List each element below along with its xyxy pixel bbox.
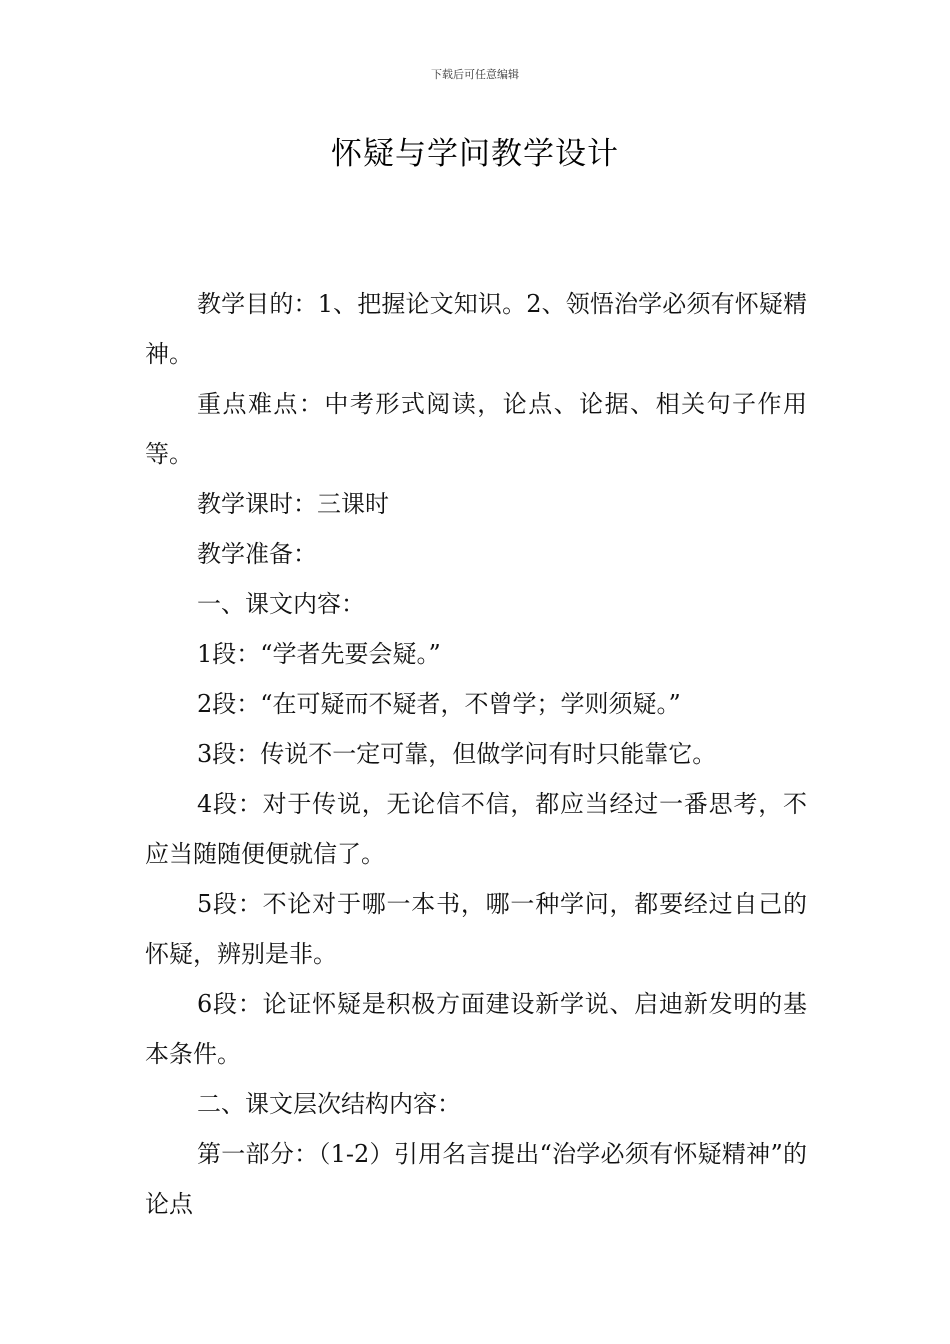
paragraph-section-1: 1段：“学者先要会疑。” (197, 640, 441, 668)
paragraph-section-5: 5段：不论对于哪一本书，哪一种学问，都要经过自己的怀疑，辨别是非。 (145, 890, 807, 968)
page-title: 怀疑与学问教学设计 (331, 136, 619, 172)
document-body (145, 279, 807, 1229)
paragraph-part-1: 第一部分：（1-2）引用名言提出“治学必须有怀疑精神”的论点 (145, 1140, 807, 1218)
section-heading-content: 一、课文内容： (197, 590, 365, 618)
paragraph-section-4: 4段：对于传说，无论信不信，都应当经过一番思考，不应当随随便便就信了。 (145, 790, 807, 868)
paragraph-class-hours: 教学课时：三课时 (197, 490, 389, 518)
paragraph-objectives: 教学目的：1、把握论文知识。2、领悟治学必须有怀疑精神。 (145, 290, 807, 368)
section-heading-structure: 二、课文层次结构内容： (197, 1090, 461, 1118)
paragraph-key-points: 重点难点：中考形式阅读，论点、论据、相关句子作用等。 (145, 390, 807, 468)
header-note: 下载后可任意编辑 (431, 68, 519, 81)
paragraph-section-6: 6段：论证怀疑是积极方面建设新学说、启迪新发明的基本条件。 (145, 990, 807, 1068)
paragraph-section-2: 2段：“在可疑而不疑者，不曾学；学则须疑。” (197, 690, 681, 718)
paragraph-section-3: 3段：传说不一定可靠，但做学问有时只能靠它。 (197, 740, 717, 768)
paragraph-preparation: 教学准备： (197, 540, 317, 568)
